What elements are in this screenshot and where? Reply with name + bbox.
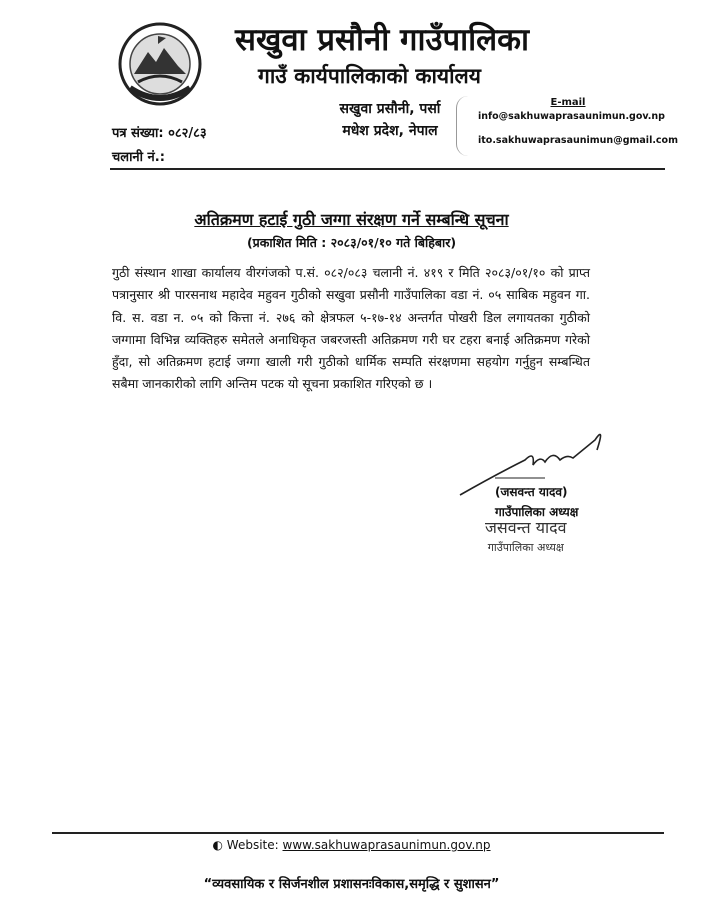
email-2[interactable]: ito.sakhuwaprasaunimun@gmail.com bbox=[478, 135, 678, 146]
website-link[interactable]: www.sakhuwaprasaunimun.gov.np bbox=[282, 838, 491, 852]
website-line bbox=[0, 838, 703, 852]
globe-icon: ◐ bbox=[212, 838, 223, 852]
publish-date: (प्रकाशित मिति : २०८३/०१/१० गते बिहिबार) bbox=[246, 235, 457, 250]
email-1[interactable]: info@sakhuwaprasaunimun.gov.np bbox=[478, 111, 665, 122]
email-block bbox=[478, 96, 678, 148]
municipality-title: सखुवा प्रसौनी गाउँपालिका bbox=[235, 22, 530, 58]
signatory-name: (जसवन्त यादव) bbox=[495, 485, 568, 499]
municipality-emblem-logo bbox=[118, 22, 202, 106]
signatory bbox=[495, 482, 578, 522]
signatory-designation: गाउँपालिका अध्यक्ष bbox=[495, 505, 579, 519]
address bbox=[305, 98, 475, 142]
stamp-name: जसवन्त यादव bbox=[485, 518, 567, 537]
dispatch-number: चलानी नं.: bbox=[112, 150, 165, 165]
footer-divider bbox=[52, 832, 664, 834]
address-line-2: मधेश प्रदेश, नेपाल bbox=[342, 123, 438, 139]
notice-title-text: अतिक्रमण हटाई गुठी जग्गा संरक्षण गर्ने सम्बन्धि सूचना bbox=[194, 210, 509, 229]
notice-body: गुठी संस्थान शाखा कार्यालय वीरगंजको प.सं. ०८२/०८३ चलानी नं. ४१९ र मिति २०८३/०१/१० को प्राप्त पत्रानुसार श्री पारसनाथ महादेव महुवन गुठीको सखुवा प्रसौनी गाउँपालिका वडा नं. ०५ साबिक महुवन गा. वि. स. वडा न. ०५ को कित्ता नं. २७६ को क्षेत्रफल ५-१७-१४ अन्तर्गत पोखरी डिल लगायतका गुठीको जग्गामा विभिन्न व्यक्तिहरु समेतले अनाधिकृत जबरजस्ती अतिक्रमण गरी घर टहरा बनाई अतिक्रमण गरेको हुँदा, सो अतिक्रमण हटाई जग्गा खाली गरी गुठीको धार्मिक सम्पति संरक्षणमा सहयोग गर्नुहुन सम्बन्धित सबैमा जानकारीको लागि अन्तिम पटक यो सूचना प्रकाशित गरिएको छ । bbox=[112, 265, 590, 392]
email-label: E-mail bbox=[550, 97, 586, 108]
name-stamp bbox=[485, 518, 567, 558]
header-divider bbox=[110, 168, 665, 170]
website-label: Website: bbox=[226, 838, 279, 852]
letter-number: पत्र संख्या: ०८२/८३ bbox=[112, 126, 207, 141]
office-subtitle: गाउँ कार्यपालिकाको कार्यालय bbox=[258, 64, 481, 88]
slogan: “व्यवसायिक र सिर्जनशील प्रशासनःविकास,समृद्धि र सुशासन” bbox=[203, 877, 500, 892]
address-line-1: सखुवा प्रसौनी, पर्सा bbox=[339, 101, 441, 117]
brace-divider bbox=[456, 96, 471, 156]
notice-title bbox=[0, 208, 703, 230]
stamp-designation: गाउँपालिका अध्यक्ष bbox=[487, 541, 564, 554]
reference-block bbox=[112, 122, 207, 170]
